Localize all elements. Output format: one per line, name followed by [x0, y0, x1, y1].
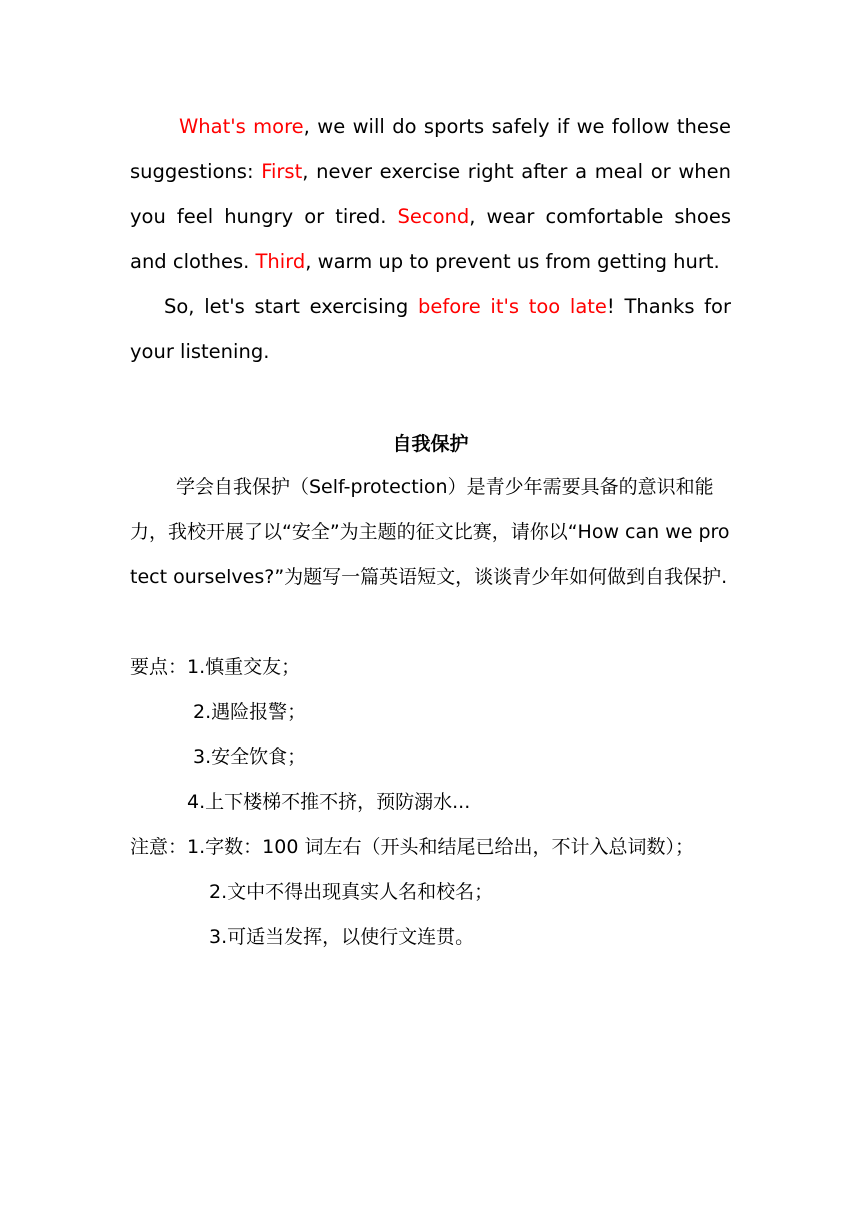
notes-label: 注意： — [130, 836, 188, 858]
phrase-whats-more: What's more — [179, 115, 304, 138]
key-point: 2.遇险报警； — [193, 701, 307, 723]
key-point: 1.慎重交友； — [187, 656, 301, 678]
note: 1.字数：100 词左右（开头和结尾已给出，不计入总词数）； — [187, 836, 694, 858]
phrase-first: First — [261, 160, 303, 183]
key-points-line-1 — [130, 645, 300, 690]
text-run: , warm up to prevent us from getting hurt. — [305, 250, 720, 273]
key-point: 4.上下楼梯不推不挤，预防溺水... — [187, 791, 471, 813]
text-run: So, let's start exercising — [164, 295, 418, 318]
note: 3.可适当发挥，以使行文连贯。 — [209, 926, 475, 948]
phrase-second: Second — [397, 205, 470, 228]
phrase-third: Third — [255, 250, 306, 273]
english-paragraph-2 — [130, 284, 731, 374]
english-paragraph-1 — [130, 104, 731, 284]
prompt-instruction: 学会自我保护（Self-protection）是青少年需要具备的意识和能力，我校开展了以“安全”为主题的征文比赛，请你以“How can we protect ourselves?”为题写一篇英语短文，谈谈青少年如何做到自我保护. — [130, 476, 730, 588]
prompt-title: 自我保护 — [392, 433, 469, 455]
key-point: 3.安全饮食； — [193, 746, 307, 768]
text-run: , we will do sports safely if we follow these suggestions: — [130, 115, 731, 183]
note: 2.文中不得出现真实人名和校名； — [209, 881, 494, 903]
text-run: , wear comfortable shoes and clothes. — [130, 205, 731, 273]
phrase-before-too-late: before it's too late — [417, 295, 607, 318]
key-points-label: 要点： — [130, 656, 188, 678]
text-run: ! Thanks for your listening. — [130, 295, 731, 363]
text-run: , never exercise right after a meal or when you feel hungry or tired. — [130, 160, 731, 228]
notes-line-1 — [130, 825, 694, 870]
